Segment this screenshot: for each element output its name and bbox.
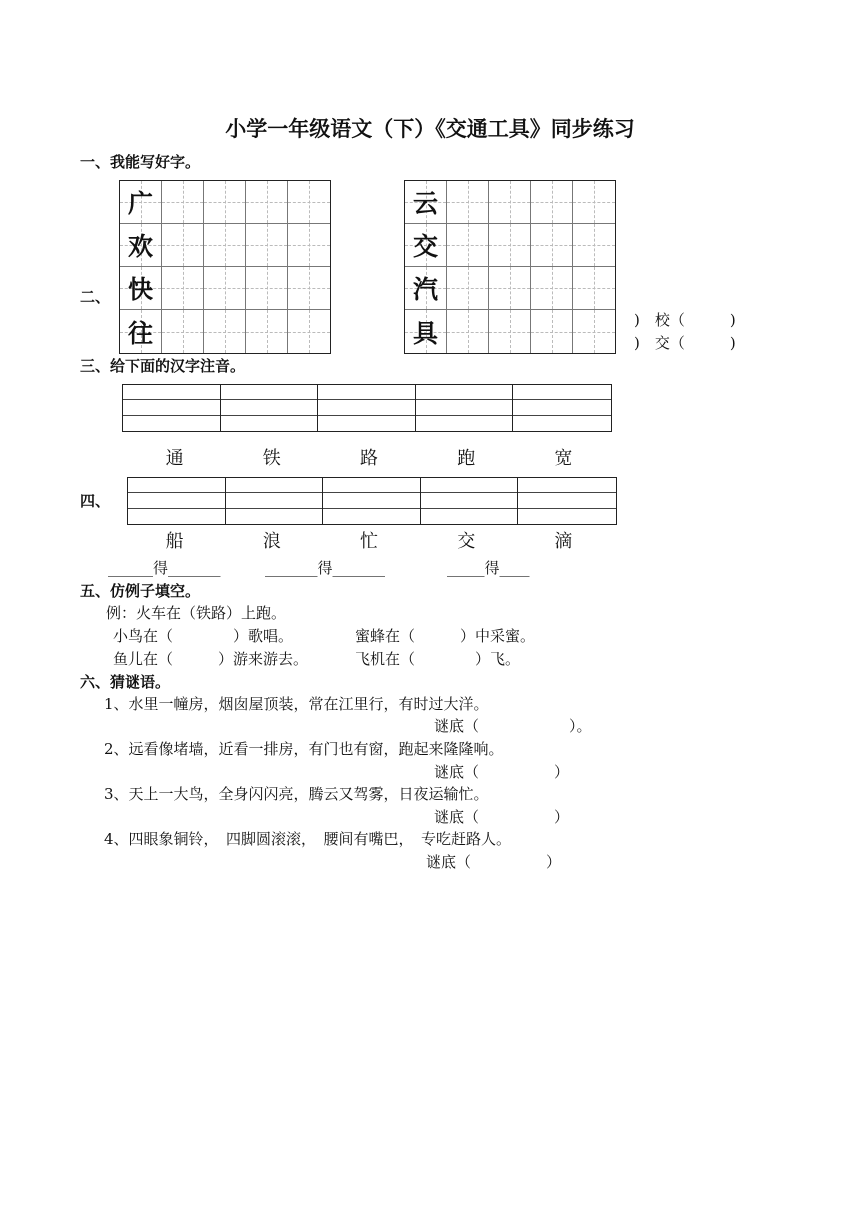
- writing-cell[interactable]: [573, 267, 615, 310]
- writing-cell[interactable]: [204, 224, 246, 267]
- writing-cell[interactable]: [405, 224, 447, 267]
- model-char: 欢: [127, 232, 153, 261]
- hanzi-char: 跑: [457, 448, 476, 469]
- writing-cell[interactable]: [162, 267, 204, 310]
- fill-blank-3[interactable]: _____得____: [447, 559, 530, 577]
- section-2-heading: 二、: [80, 288, 111, 306]
- writing-grid-right: [404, 180, 616, 354]
- section-5-example: 例：火车在（铁路）上跑。: [106, 604, 287, 622]
- pinyin-cell[interactable]: [416, 385, 514, 431]
- pinyin-cell[interactable]: [318, 385, 416, 431]
- riddle-3-answer[interactable]: 谜底（ ）: [434, 808, 570, 826]
- writing-cell[interactable]: [204, 310, 246, 353]
- riddle-4-answer[interactable]: 谜底（ ）: [426, 853, 562, 871]
- writing-cell[interactable]: [531, 224, 573, 267]
- pinyin-cell[interactable]: [226, 478, 324, 524]
- section-5-item-4: 飞机在（ ）飞。: [355, 650, 521, 668]
- writing-cell[interactable]: [246, 267, 288, 310]
- fill-blank-1[interactable]: ______得_______: [108, 559, 221, 577]
- writing-cell[interactable]: [120, 181, 162, 224]
- hanzi-char: 浪: [262, 531, 281, 552]
- pinyin-cell[interactable]: [518, 478, 616, 524]
- page-title: 小学一年级语文（下）《交通工具》同步练习: [225, 116, 635, 141]
- riddle-1-answer[interactable]: 谜底（ ）。: [434, 717, 592, 735]
- model-char: 汽: [412, 275, 438, 304]
- hanzi-char: 滴: [554, 531, 573, 552]
- riddle-2-answer[interactable]: 谜底（ ）: [434, 763, 570, 781]
- writing-cell[interactable]: [573, 181, 615, 224]
- section-2-line-2: ) 交（ ): [634, 334, 736, 352]
- writing-cell[interactable]: [288, 310, 330, 353]
- writing-cell[interactable]: [120, 267, 162, 310]
- model-char: 广: [127, 189, 153, 218]
- writing-cell[interactable]: [405, 181, 447, 224]
- model-char: 具: [412, 318, 438, 348]
- writing-cell[interactable]: [162, 310, 204, 353]
- writing-cell[interactable]: [573, 310, 615, 353]
- model-char: 云: [412, 189, 438, 218]
- section-3-heading: 三、给下面的汉字注音。: [80, 357, 246, 375]
- hanzi-char: 通: [165, 448, 184, 469]
- pinyin-cell[interactable]: [221, 385, 319, 431]
- riddle-2-text: 2、远看像堵墙，近看一排房，有门也有窗，跑起来隆隆响。: [104, 740, 504, 758]
- writing-cell[interactable]: [447, 310, 489, 353]
- writing-cell[interactable]: [489, 310, 531, 353]
- writing-cell[interactable]: [288, 267, 330, 310]
- riddle-4-text: 4、四眼象铜铃， 四脚圆滚滚， 腰间有嘴巴， 专吃赶路人。: [104, 830, 512, 848]
- pinyin-cell[interactable]: [323, 478, 421, 524]
- riddle-1-text: 1、水里一幢房，烟囱屋顶装，常在江里行，有时过大洋。: [104, 695, 489, 713]
- pinyin-chars-row-2: [126, 527, 612, 553]
- writing-cell[interactable]: [246, 310, 288, 353]
- writing-cell[interactable]: [246, 224, 288, 267]
- section-5-item-2: 蜜蜂在（ ）中采蜜。: [355, 627, 536, 645]
- model-char: 往: [127, 318, 153, 348]
- riddle-3-text: 3、天上一大鸟，全身闪闪亮，腾云又驾雾，日夜运输忙。: [104, 785, 489, 803]
- section-1-heading: 一、我能写好字。: [80, 153, 201, 171]
- writing-cell[interactable]: [162, 181, 204, 224]
- writing-cell[interactable]: [162, 224, 204, 267]
- pinyin-grid-1: [122, 384, 612, 432]
- hanzi-char: 交: [457, 531, 476, 552]
- pinyin-cell[interactable]: [128, 478, 226, 524]
- hanzi-char: 船: [165, 531, 184, 552]
- model-char: 交: [412, 232, 438, 261]
- pinyin-cell[interactable]: [513, 385, 611, 431]
- pinyin-grid-2: [127, 477, 617, 525]
- writing-cell[interactable]: [531, 310, 573, 353]
- writing-cell[interactable]: [288, 224, 330, 267]
- writing-cell[interactable]: [204, 181, 246, 224]
- writing-cell[interactable]: [405, 310, 447, 353]
- writing-cell[interactable]: [573, 224, 615, 267]
- writing-cell[interactable]: [489, 224, 531, 267]
- section-5-item-3: 鱼儿在（ ）游来游去。: [113, 650, 309, 668]
- model-char: 快: [127, 275, 153, 304]
- writing-cell[interactable]: [531, 181, 573, 224]
- pinyin-cell[interactable]: [123, 385, 221, 431]
- writing-cell[interactable]: [288, 181, 330, 224]
- pinyin-chars-row-1: [126, 444, 612, 470]
- section-5-item-1: 小鸟在（ ）歌唱。: [113, 627, 294, 645]
- writing-cell[interactable]: [120, 224, 162, 267]
- section-4-heading: 四、: [80, 492, 111, 510]
- hanzi-char: 忙: [359, 531, 378, 552]
- hanzi-char: 宽: [554, 448, 573, 469]
- hanzi-char: 铁: [262, 448, 281, 469]
- writing-cell[interactable]: [531, 267, 573, 310]
- hanzi-char: 路: [359, 448, 378, 469]
- writing-cell[interactable]: [447, 267, 489, 310]
- section-6-heading: 六、猜谜语。: [80, 673, 171, 691]
- writing-cell[interactable]: [120, 310, 162, 353]
- fill-blank-2[interactable]: _______得_______: [265, 559, 386, 577]
- writing-cell[interactable]: [489, 181, 531, 224]
- writing-cell[interactable]: [405, 267, 447, 310]
- writing-cell[interactable]: [489, 267, 531, 310]
- writing-grid-left: [119, 180, 331, 354]
- section-2-line-1: ) 校（ ): [634, 311, 736, 329]
- pinyin-cell[interactable]: [421, 478, 519, 524]
- writing-cell[interactable]: [246, 181, 288, 224]
- writing-cell[interactable]: [447, 224, 489, 267]
- writing-cell[interactable]: [204, 267, 246, 310]
- section-5-heading: 五、仿例子填空。: [80, 582, 201, 600]
- writing-cell[interactable]: [447, 181, 489, 224]
